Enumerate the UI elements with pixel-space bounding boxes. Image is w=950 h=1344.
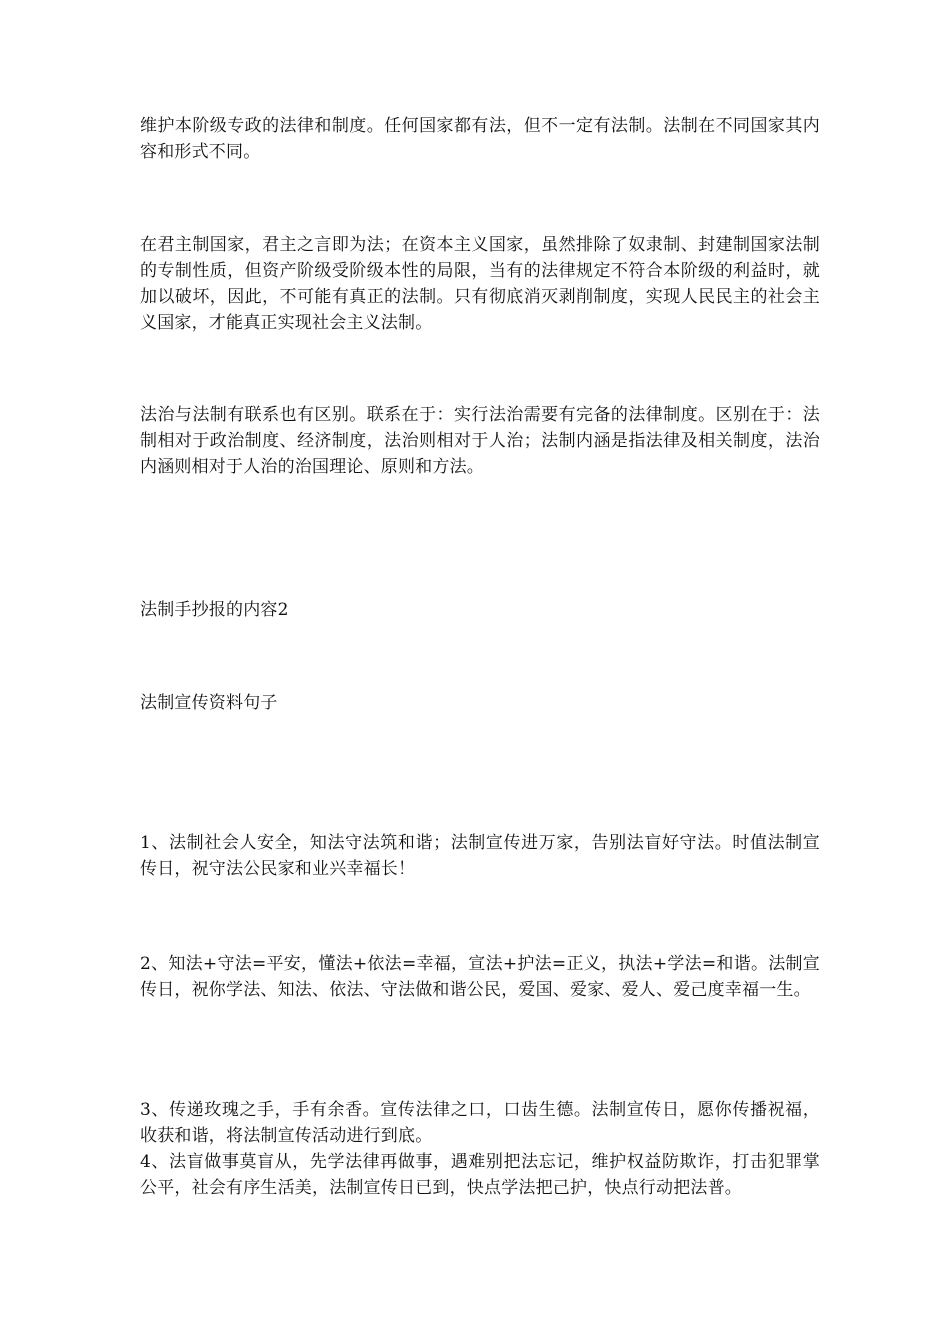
paragraph-monarchy-capitalism: 在君主制国家，君主之言即为法；在资本主义国家，虽然排除了奴隶制、封建制国家法制的专制性质，但资产阶级受阶级本性的局限，当有的法律规定不符合本阶级的利益时，就加以破坏，因此，不可能有真正的法制。只有彻底消灭剥削制度，实现人民民主的社会主义国家，才能真正实现社会主义法制。 (140, 235, 820, 333)
paragraph-class-dictatorship: 维护本阶级专政的法律和制度。任何国家都有法，但不一定有法制。法制在不同国家其内容和形式不同。 (140, 116, 820, 162)
paragraph-rule-of-law-difference: 法治与法制有联系也有区别。联系在于：实行法治需要有完备的法律制度。区别在于：法制相对于政治制度、经济制度，法治则相对于人治；法制内涵是指法律及相关制度，法治内涵则相对于人治的治国理论、原则和方法。 (140, 405, 820, 477)
slogan-items-3-4: 3、传递玫瑰之手，手有余香。宣传法律之口，口齿生德。法制宣传日，愿你传播祝福，收获和谐，将法制宣传活动进行到底。 4、法盲做事莫盲从，先学法律再做事，遇难别把法忘记，维护权益防欺诈，打击犯罪掌公平，社会有序生活美，法制宣传日已到，快点学法把己护，快点行动把法普。 (140, 1100, 820, 1198)
section-heading-slogans: 法制宣传资料句子 (140, 693, 278, 713)
section-heading-content-2: 法制手抄报的内容2 (140, 600, 289, 620)
slogan-item-2: 2、知法+守法=平安，懂法+依法=幸福，宣法+护法=正义，执法+学法=和谐。法制宣传日，祝你学法、知法、依法、守法做和谐公民，爱国、爱家、爱人、爱己度幸福一生。 (140, 954, 820, 1000)
slogan-item-1: 1、法制社会人安全，知法守法筑和谐；法制宣传进万家，告别法盲好守法。时值法制宣传日，祝守法公民家和业兴幸福长！ (140, 833, 820, 879)
